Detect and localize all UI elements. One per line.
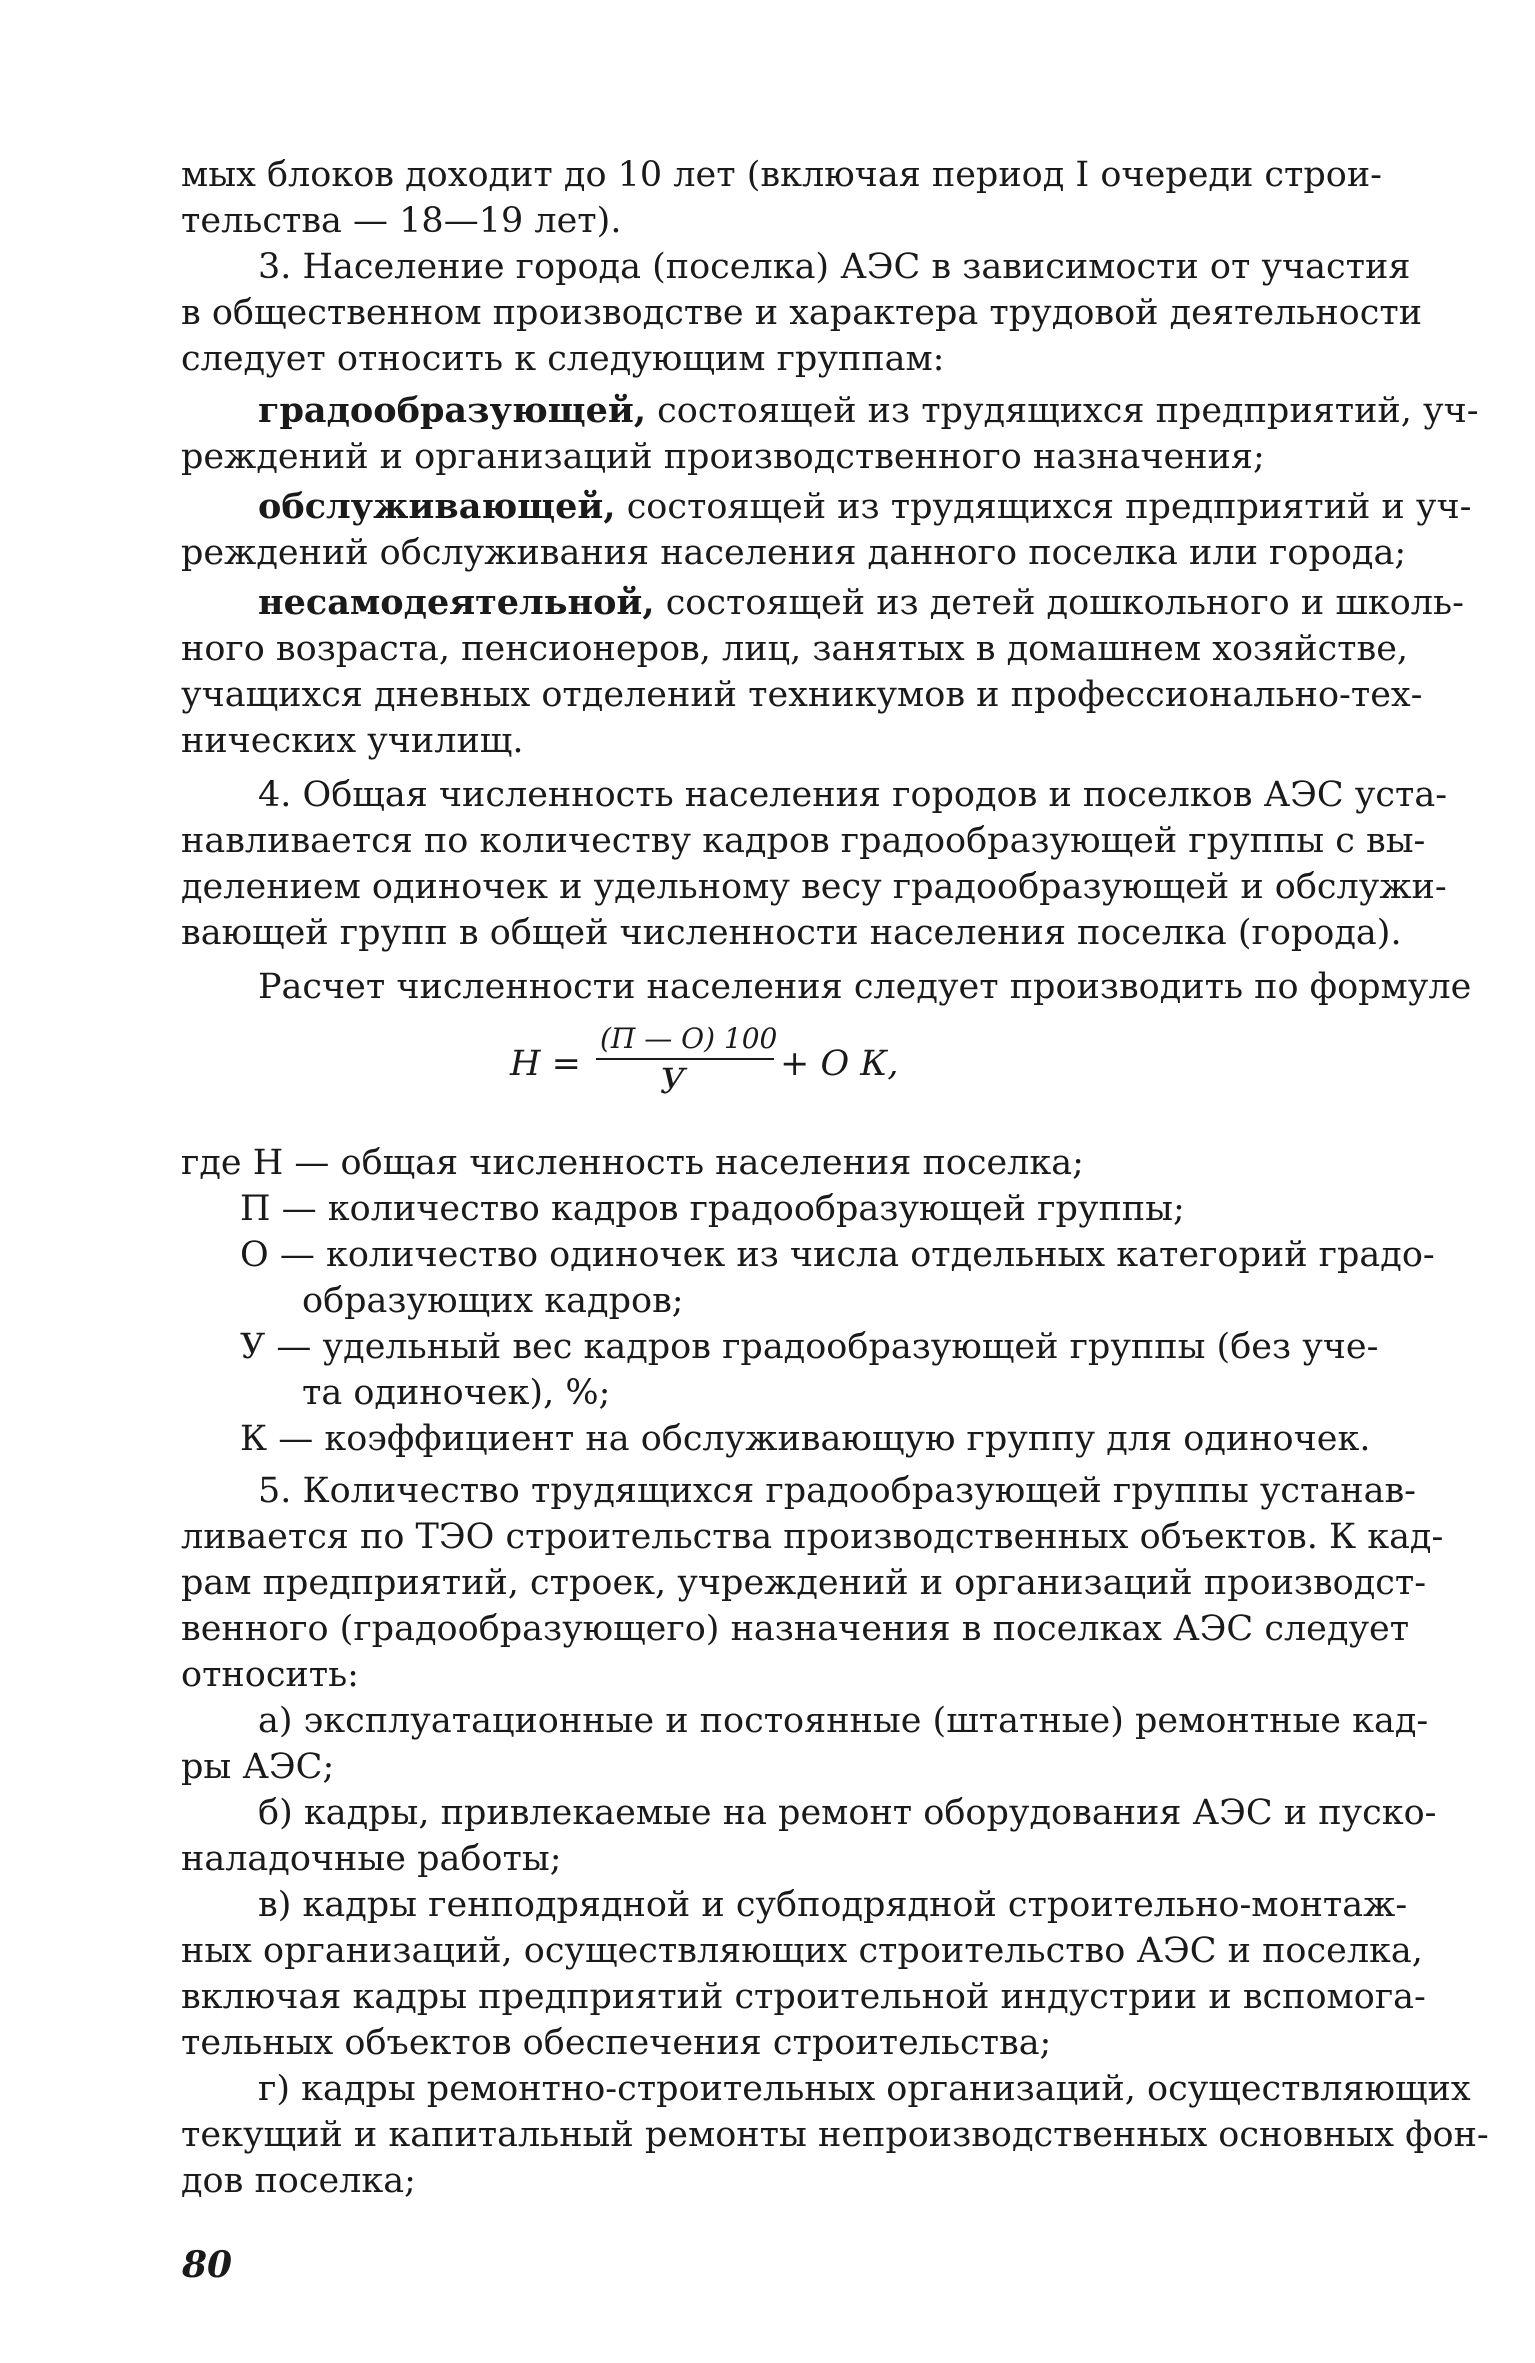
- text-line: 3. Население города (поселка) АЭС в зависимости от участия: [258, 247, 1411, 287]
- text-line: ливается по ТЭО строительства производственных объектов. К кад-: [181, 1517, 1444, 1557]
- formula-legend-line: У — удельный вес кадров градообразующей группы (без уче-: [240, 1327, 1379, 1367]
- text-line: учащихся дневных отделений техникумов и профессионально-тех-: [181, 675, 1423, 715]
- text-line: делением одиночек и удельному весу градообразующей и обслужи-: [181, 867, 1447, 907]
- text-line: 5. Количество трудящихся градообразующей группы устанав-: [258, 1471, 1416, 1511]
- text-line: ных организаций, осуществляющих строительство АЭС и поселка,: [181, 1931, 1423, 1971]
- formula-legend-line: П — количество кадров градообразующей группы;: [240, 1189, 1185, 1229]
- text-line: относить:: [181, 1655, 359, 1695]
- text-line: вающей групп в общей численности населения поселка (города).: [181, 913, 1402, 953]
- group-text: состоящей из трудящихся предприятий, уч-: [646, 391, 1479, 431]
- text-line: ного возраста, пенсионеров, лиц, занятых в домашнем хозяйстве,: [181, 629, 1409, 669]
- group-term: обслуживающей,: [258, 486, 616, 527]
- text-line: венного (градообразующего) назначения в поселках АЭС следует: [181, 1609, 1410, 1649]
- text-line: дов поселка;: [181, 2161, 416, 2201]
- formula-lhs: Н =: [510, 1044, 581, 1084]
- text-line: б) кадры, привлекаемые на ремонт оборудования АЭС и пуско-: [258, 1793, 1437, 1833]
- formula-rhs: + О К,: [780, 1044, 899, 1084]
- text-line: в общественном производстве и характера трудовой деятельности: [181, 293, 1423, 333]
- text-line: 4. Общая численность населения городов и поселков АЭС уста-: [258, 775, 1448, 815]
- text-line: включая кадры предприятий строительной индустрии и вспомога-: [181, 1977, 1426, 2017]
- text-line: а) эксплуатационные и постоянные (штатные) ремонтные кад-: [258, 1701, 1429, 1741]
- text-line: навливается по количеству кадров градообразующей группы с вы-: [181, 821, 1426, 861]
- formula-legend-line: О — количество одиночек из числа отдельных категорий градо-: [240, 1235, 1435, 1275]
- population-formula: [510, 1022, 970, 1108]
- text-line: следует относить к следующим группам:: [181, 339, 945, 379]
- group-definition: [258, 580, 1464, 626]
- text-line: Расчет численности населения следует производить по формуле: [258, 967, 1472, 1007]
- formula-denominator: У: [660, 1062, 686, 1102]
- text-line: реждений обслуживания населения данного поселка или города;: [181, 533, 1407, 573]
- group-definition: [258, 388, 1479, 434]
- text-line: тельства — 18—19 лет).: [181, 201, 622, 241]
- text-line: нических училищ.: [181, 721, 524, 761]
- group-term: градообразующей,: [258, 390, 647, 431]
- text-line: тельных объектов обеспечения строительства;: [181, 2023, 1052, 2063]
- text-line: рам предприятий, строек, учреждений и организаций производст-: [181, 1563, 1427, 1603]
- group-text: состоящей из детей дошкольного и школь-: [654, 583, 1464, 623]
- group-term: несамодеятельной,: [258, 582, 655, 623]
- formula-legend-line: где Н — общая численность населения поселка;: [181, 1143, 1084, 1183]
- formula-legend-line: образующих кадров;: [302, 1281, 684, 1321]
- formula-legend-line: К — коэффициент на обслуживающую группу для одиночек.: [240, 1419, 1371, 1459]
- text-line: мых блоков доходит до 10 лет (включая период I очереди строи-: [181, 155, 1383, 195]
- text-line: текущий и капитальный ремонты непроизводственных основных фон-: [181, 2115, 1489, 2155]
- fraction-bar: [596, 1058, 774, 1060]
- formula-numerator: (П — О) 100: [600, 1022, 778, 1055]
- text-line: г) кадры ремонтно-строительных организаций, осуществляющих: [258, 2069, 1471, 2109]
- text-line: ры АЭС;: [181, 1747, 335, 1787]
- group-definition: [258, 484, 1472, 530]
- page-number: 80: [182, 2244, 233, 2286]
- text-line: реждений и организаций производственного назначения;: [181, 437, 1265, 477]
- text-line: наладочные работы;: [181, 1839, 562, 1879]
- group-text: состоящей из трудящихся предприятий и уч-: [615, 487, 1472, 527]
- text-line: в) кадры генподрядной и субподрядной строительно-монтаж-: [258, 1885, 1408, 1925]
- formula-legend-line: та одиночек), %;: [302, 1373, 611, 1413]
